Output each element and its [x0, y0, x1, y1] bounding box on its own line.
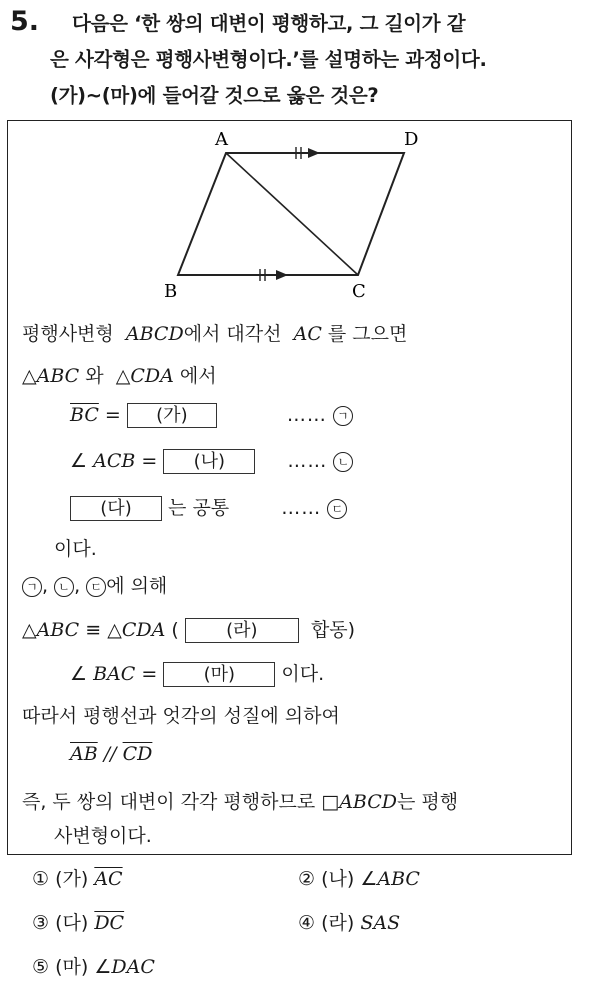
proof-line-1: 평행사변형 ABCD에서 대각선 AC 를 그으면 — [22, 323, 408, 345]
proof-line-10: 따라서 평행선과 엇각의 성질에 의하여 — [22, 705, 340, 727]
proof-line-9: ∠ BAC = (마) 이다. — [70, 663, 325, 685]
proof-line-13: 사변형이다. — [54, 825, 152, 847]
proof-line-6: 이다. — [54, 538, 97, 560]
option-4[interactable]: ④ (라) SAS — [298, 912, 401, 934]
proof-line-8: △ABC ≡ △CDA ( (라) 합동) — [22, 619, 356, 641]
question-number: 5. — [10, 6, 40, 37]
vertex-label-c: C — [352, 281, 366, 301]
blank-ra: (라) — [185, 618, 299, 643]
proof-line-2: △ABC 와 △CDA 에서 — [22, 365, 217, 387]
question-text-line-3: (가)~(마)에 들어갈 것으로 옳은 것은? — [50, 84, 379, 107]
arrow-ad — [308, 148, 320, 158]
vertex-label-d: D — [404, 129, 419, 150]
vertex-label-a: A — [215, 129, 228, 150]
question-text-line-1: 다음은 ‘한 쌍의 대변이 평행하고, 그 길이가 같 — [72, 12, 466, 35]
blank-da: (다) — [70, 496, 162, 521]
blank-na: (나) — [163, 449, 255, 474]
question-text-line-2: 은 사각형은 평행사변형이다.’를 설명하는 과정이다. — [50, 48, 487, 71]
circle-mark-2: ㄴ — [333, 452, 353, 472]
diagonal-ac — [226, 153, 358, 275]
circle-mark-1: ㄱ — [333, 406, 353, 426]
option-1[interactable]: ① (가) $\overline{AC}$ — [32, 868, 123, 890]
proof-line-12: 즉, 두 쌍의 대변이 각각 평행하므로 □ABCD는 평행 — [22, 791, 459, 813]
blank-ga: (가) — [127, 403, 217, 428]
proof-line-7: ㄱ , ㄴ , ㄷ 에 의해 — [22, 571, 167, 598]
blank-ma: (마) — [163, 662, 275, 687]
option-5[interactable]: ⑤ (마) ∠DAC — [32, 956, 155, 978]
proof-line-3: $\overline{BC}$ = (가) …… ㄱ — [70, 403, 353, 428]
proof-line-5: (다) 는 공통 …… ㄷ — [70, 493, 347, 521]
proof-box — [7, 120, 572, 855]
parallelogram-figure — [8, 121, 573, 301]
option-3[interactable]: ③ (다) $\overline{DC}$ — [32, 912, 125, 934]
proof-line-11: $\overline{AB} // \overline{CD}$ — [70, 743, 153, 765]
arrow-bc — [276, 270, 288, 280]
vertex-label-b: B — [164, 281, 178, 301]
proof-line-4: ∠ ACB = (나) …… ㄴ — [70, 449, 353, 474]
option-2[interactable]: ② (나) ∠ABC — [298, 868, 420, 890]
circle-mark-3: ㄷ — [327, 499, 347, 519]
